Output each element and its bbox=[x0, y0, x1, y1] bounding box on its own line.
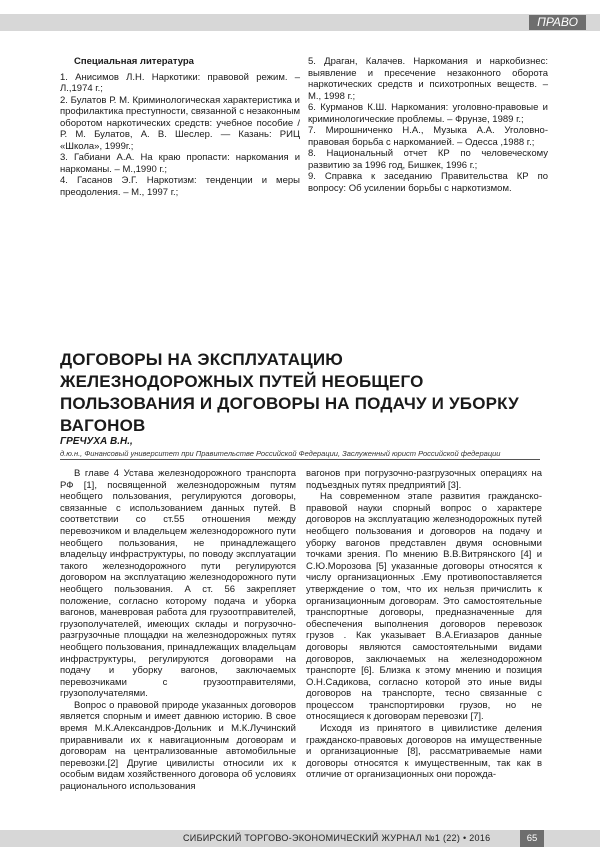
body-paragraph: Вопрос о правовой природе указанных договоров является спорным и имеет давнюю историю. В свое время М.К.Александров-Дольник и М.К.Лучинский приравнивали их к навигационным договорам и договорам на централизованные автомобильные перевозки.[2] Другие цивилисты относили их к особым видам хозяйственного договора об условиях рационального использования bbox=[60, 699, 296, 793]
body-paragraph: В главе 4 Устава железнодорожного транспорта РФ [1], посвященной железнодорожным путям необщего пользования, регулируются договоры, связанные с использованием данных путей. В соответствии со ст.55 отношения между перевозчиком и владельцем железнодорожного пути необщего пользования, не принадлежащего владельцу инфраструктуры, по поводу эксплуатации такого железнодорожного пути регулируются договором на эксплуатацию железнодорожного пути необщего пользования. А ст. 56 закрепляет положение, согласно которому подача и уборка вагонов, маневровая работа для грузоотправителей, грузополучателей, имеющих склады и погрузочно-разгрузочные площадки на железнодорожных путях необщего пользования, принадлежащих владельцам инфраструктуры, регулируются договорами на подачу и уборку вагонов, заключаемых перевозчиками с грузоотправителями, грузополучателями. bbox=[60, 468, 296, 700]
header-band bbox=[0, 14, 600, 31]
divider bbox=[60, 459, 540, 460]
reference-item: 3. Габиани А.А. На краю пропасти: наркомания и наркоманы. – М.,1990 г.; bbox=[60, 152, 300, 175]
body-paragraph: На современном этапе развития гражданско-правовой науки спорный вопрос о характере договоров на эксплуатацию железнодорожных путей необщего пользования и договоров на подачу и уборку вагонов представлен двумя основными точками зрения. По мнению В.В.Витрянского [4] и С.Ю.Морозова [5] указанные договоры относятся к числу организационных .Ему противопоставляется утверждение о том, что их нельзя причислить к организационным договорам. Это самостоятельные транспортные договоры, предназначенные для обеспечения выполнения договоров перевозок грузов . Как указывает В.А.Егиазаров данные договоры являются самостоятельными видами договоров, заключаемых на железнодорожном транспорте [6]. Близка к этому мнению и позиция О.Н.Садикова, согласно которой это иные виды договоров на транспорте, тесно связанные с процессом транспортировки грузов, но не относящиеся к договорам перевозки [7]. bbox=[306, 491, 542, 723]
author-name: ГРЕЧУХА В.Н., bbox=[60, 436, 133, 447]
reference-item: 4. Гасанов Э.Г. Наркотизм: тенденции и меры преодоления. – М., 1997 г.; bbox=[60, 175, 300, 198]
article-title: ДОГОВОРЫ НА ЭКСПЛУАТАЦИЮ ЖЕЛЕЗНОДОРОЖНЫХ ПУТЕЙ НЕОБЩЕГО ПОЛЬЗОВАНИЯ И ДОГОВОРЫ НА ПОДАЧУ И УБОРКУ ВАГОНОВ bbox=[60, 350, 519, 435]
references-right-column bbox=[308, 56, 548, 194]
reference-item: 6. Курманов К.Ш. Наркомания: уголовно-правовые и криминологические проблемы. – Фрунзе, 1989 г.; bbox=[308, 102, 548, 125]
reference-item: 7. Мирошниченко Н.А., Музыка А.А. Уголовно-правовая борьба с наркоманией. – Одесса ,1988 г.; bbox=[308, 125, 548, 148]
reference-item: 8. Национальный отчет КР по человеческому развитию за 1996 год, Бишкек, 1996 г.; bbox=[308, 148, 548, 171]
body-paragraph: Исходя из принятого в цивилистике деления гражданско-правовых договоров на имущественные и организационные [8], рассматриваемые нами договоры относятся к имущественным, так как в отличие от организационных они порожда- bbox=[306, 723, 542, 781]
references-left-column bbox=[60, 56, 300, 198]
reference-item: 2. Булатов Р. М. Криминологическая характеристика и профилактика преступности, связанной с незаконным оборотом наркотических средств: учебное пособие / Р. М. Булатов, А. В. Шеслер. — Казань: РИЦ «Школа», 1999г.; bbox=[60, 94, 300, 152]
author-affiliation: д.ю.н., Финансовый университет при Правительстве Российской Федерации, Заслуженный юрист Российской федерации bbox=[60, 449, 501, 458]
references-title: Специальная литература bbox=[74, 56, 194, 67]
reference-item: 9. Справка к заседанию Правительства КР по вопросу: Об усилении борьбы с наркотизмом. bbox=[308, 171, 548, 194]
body-paragraph-continued: вагонов при погрузочно-разгрузочных операциях на подъездных путях предприятий [3]. bbox=[306, 468, 542, 491]
page-number: 65 bbox=[520, 830, 544, 847]
section-label: ПРАВО bbox=[529, 15, 586, 30]
reference-item: 1. Анисимов Л.Н. Наркотики: правовой режим. – Л.,1974 г.; bbox=[60, 71, 300, 94]
reference-item: 5. Драган, Калачев. Наркомания и наркобизнес: выявление и пресечение незаконного оборота наркотических средств и психотропных веществ. – М., 1998 г.; bbox=[308, 56, 548, 102]
journal-footer: СИБИРСКИЙ ТОРГОВО-ЭКОНОМИЧЕСКИЙ ЖУРНАЛ №1 (22) • 2016 bbox=[183, 833, 491, 843]
body-right-column bbox=[306, 468, 542, 781]
body-left-column bbox=[60, 468, 296, 793]
